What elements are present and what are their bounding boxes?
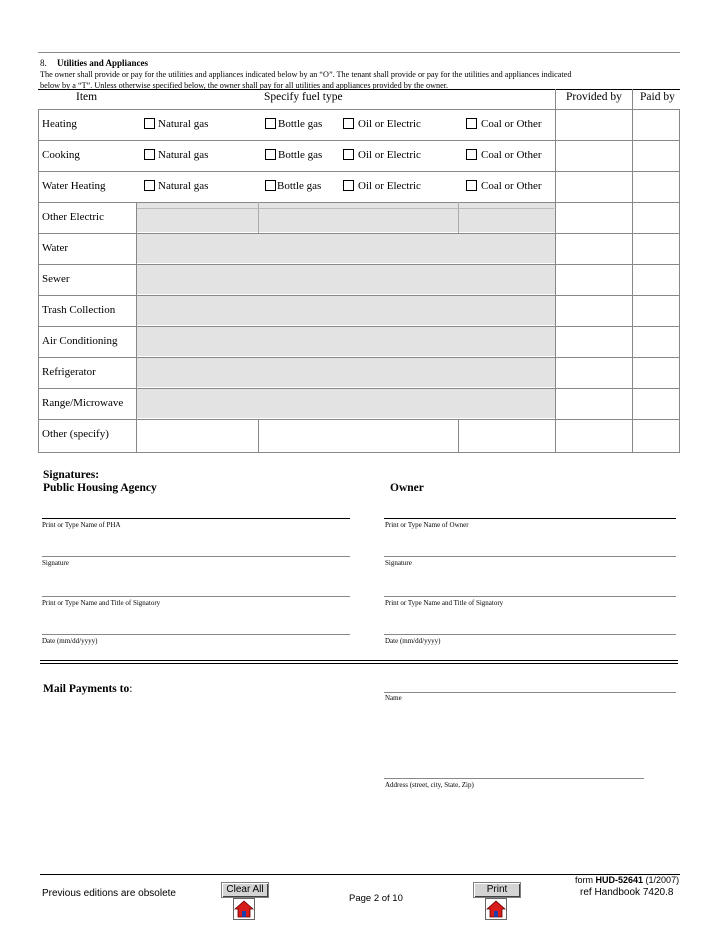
- fuel-option-label: Oil or Electric: [358, 118, 421, 130]
- owner-field-label: Date (mm/dd/yyyy): [385, 637, 441, 645]
- provided-by-cell[interactable]: [556, 140, 632, 171]
- print-button[interactable]: Print: [473, 882, 521, 898]
- pha-field-label: Signature: [42, 559, 69, 567]
- table-row: [38, 140, 680, 172]
- fuel-checkbox[interactable]: [144, 180, 155, 191]
- table-row: [38, 419, 680, 453]
- paid-by-cell[interactable]: [633, 171, 680, 202]
- fuel-option-label: Coal or Other: [481, 180, 542, 192]
- table-row: [38, 326, 680, 358]
- fuel-option-label: Bottle gas: [278, 149, 323, 161]
- provided-by-cell[interactable]: [556, 295, 632, 326]
- owner-heading: Owner: [390, 482, 424, 494]
- fuel-option-label: Coal or Other: [481, 118, 542, 130]
- row-item-label: Cooking: [42, 149, 80, 161]
- form-date: (1/2007): [643, 875, 680, 885]
- form-number: HUD-52641: [595, 875, 644, 885]
- fuel-checkbox[interactable]: [466, 118, 477, 129]
- header-provided-by: Provided by: [566, 91, 622, 103]
- form-id: [575, 875, 679, 885]
- row-item-label: Heating: [42, 118, 77, 130]
- row-item-label: Other (specify): [42, 428, 109, 440]
- provided-by-cell[interactable]: [556, 326, 632, 357]
- table-row: [38, 357, 680, 389]
- fuel-checkbox[interactable]: [265, 180, 276, 191]
- fuel-option-label: Natural gas: [158, 118, 209, 130]
- provided-by-cell[interactable]: [556, 388, 632, 419]
- home-icon[interactable]: [233, 898, 255, 920]
- fuel-option-label: Oil or Electric: [358, 180, 421, 192]
- paid-by-cell[interactable]: [633, 264, 680, 295]
- fuel-checkbox[interactable]: [144, 118, 155, 129]
- fuel-checkbox[interactable]: [343, 118, 354, 129]
- table-row: [38, 233, 680, 265]
- fuel-checkbox[interactable]: [466, 180, 477, 191]
- header-paid-by: Paid by: [640, 91, 675, 103]
- table-row: [38, 202, 680, 234]
- pha-field-line[interactable]: [42, 596, 350, 597]
- fuel-checkbox[interactable]: [265, 118, 276, 129]
- paid-by-cell[interactable]: [633, 140, 680, 171]
- table-row: [38, 109, 680, 141]
- page-number: Page 2 of 10: [349, 893, 403, 904]
- shaded-fuel-cell: [137, 234, 555, 263]
- fuel-checkbox[interactable]: [466, 149, 477, 160]
- signatures-heading: Signatures:: [43, 469, 100, 481]
- obsolete-note: Previous editions are obsolete: [42, 888, 176, 899]
- address-line[interactable]: [384, 778, 644, 779]
- form-prefix: form: [575, 875, 596, 885]
- shaded-fuel-cell: [137, 296, 555, 325]
- row-item-label: Water: [42, 242, 68, 254]
- pha-field-line[interactable]: [42, 556, 350, 557]
- row-item-label: Refrigerator: [42, 366, 96, 378]
- mail-heading-colon: :: [129, 683, 133, 695]
- table-row: [38, 388, 680, 420]
- row-item-label: Air Conditioning: [42, 335, 118, 347]
- row-item-label: Range/Microwave: [42, 397, 124, 409]
- fuel-option-label: Bottle gas: [277, 180, 322, 192]
- section-heading: [40, 58, 148, 68]
- paid-by-cell[interactable]: [633, 419, 680, 452]
- fuel-option-label: Natural gas: [158, 180, 209, 192]
- row-item-label: Other Electric: [42, 211, 104, 223]
- clear-all-button[interactable]: Clear All: [221, 882, 269, 898]
- fuel-checkbox[interactable]: [343, 149, 354, 160]
- row-item-label: Water Heating: [42, 180, 106, 192]
- table-row: [38, 264, 680, 296]
- paid-by-cell[interactable]: [633, 233, 680, 264]
- provided-by-cell[interactable]: [556, 202, 632, 233]
- owner-field-line[interactable]: [384, 634, 676, 635]
- paid-by-cell[interactable]: [633, 202, 680, 233]
- provided-by-cell[interactable]: [556, 419, 632, 452]
- provided-by-cell[interactable]: [556, 171, 632, 202]
- owner-field-label: Signature: [385, 559, 412, 567]
- row-item-label: Sewer: [42, 273, 70, 285]
- provided-by-cell[interactable]: [556, 233, 632, 264]
- fuel-option-label: Natural gas: [158, 149, 209, 161]
- home-icon[interactable]: [485, 898, 507, 920]
- fuel-checkbox[interactable]: [265, 149, 276, 160]
- paid-by-cell[interactable]: [633, 109, 680, 140]
- pha-field-line[interactable]: [42, 634, 350, 635]
- signature-divider: [40, 660, 678, 664]
- shaded-fuel-cell: [137, 327, 555, 356]
- specify-other-field[interactable]: [137, 419, 257, 452]
- table-row: [38, 171, 680, 203]
- owner-field-line[interactable]: [384, 518, 676, 519]
- pha-field-label: Date (mm/dd/yyyy): [42, 637, 98, 645]
- shaded-fuel-cell: [137, 265, 555, 294]
- fuel-option-label: Oil or Electric: [358, 149, 421, 161]
- provided-by-cell[interactable]: [556, 357, 632, 388]
- paid-by-cell[interactable]: [633, 357, 680, 388]
- fuel-option-label: Bottle gas: [278, 118, 323, 130]
- name-label: Name: [385, 694, 402, 702]
- pha-field-label: Print or Type Name and Title of Signatory: [42, 599, 161, 607]
- section-title: Utilities and Appliances: [57, 58, 149, 68]
- intro-line-2: below by a “T”. Unless otherwise specified below, the owner shall pay for all utilities and appliances provided by the owner.: [40, 81, 449, 90]
- provided-by-cell[interactable]: [556, 264, 632, 295]
- pha-field-line[interactable]: [42, 518, 350, 519]
- handbook-ref: ref Handbook 7420.8: [580, 887, 674, 898]
- fuel-checkbox[interactable]: [343, 180, 354, 191]
- section-number: 8.: [40, 58, 47, 68]
- provided-by-cell[interactable]: [556, 109, 632, 140]
- table-row: [38, 295, 680, 327]
- name-line[interactable]: [384, 692, 676, 693]
- owner-field-label: Print or Type Name of Owner: [385, 521, 469, 529]
- paid-by-cell[interactable]: [633, 326, 680, 357]
- intro-line-1: The owner shall provide or pay for the utilities and appliances indicated below by an “O”. The tenant shall provide or pay for the utilities and appliances indicated: [40, 70, 572, 79]
- fuel-option-label: Coal or Other: [481, 149, 542, 161]
- top-rule: [38, 52, 680, 53]
- header-fuel: Specify fuel type: [264, 91, 343, 103]
- owner-field-line[interactable]: [384, 596, 676, 597]
- paid-by-cell[interactable]: [633, 388, 680, 419]
- mail-heading-text: Mail Payments to: [43, 683, 130, 695]
- shaded-fuel-cell: [137, 358, 555, 387]
- address-label: Address (street, city, State, Zip): [385, 781, 474, 789]
- fuel-checkbox[interactable]: [144, 149, 155, 160]
- shaded-fuel-cell: [137, 389, 555, 418]
- owner-field-line[interactable]: [384, 556, 676, 557]
- pha-field-label: Print or Type Name of PHA: [42, 521, 121, 529]
- row-item-label: Trash Collection: [42, 304, 116, 316]
- owner-field-label: Print or Type Name and Title of Signatory: [385, 599, 504, 607]
- mail-heading: [43, 683, 132, 695]
- pha-heading: Public Housing Agency: [43, 482, 157, 494]
- paid-by-cell[interactable]: [633, 295, 680, 326]
- header-item: Item: [76, 91, 98, 103]
